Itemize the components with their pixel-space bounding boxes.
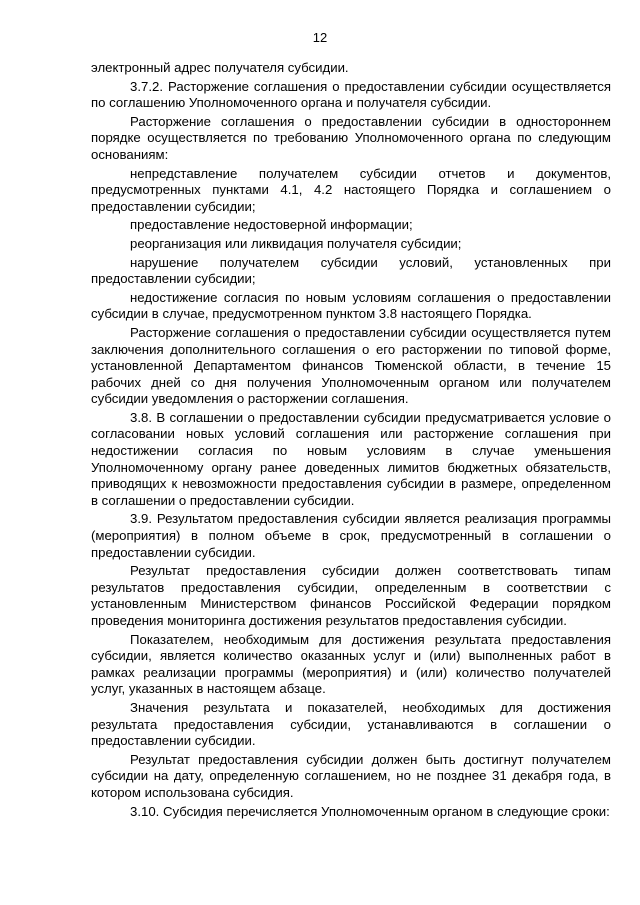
page-number: 12: [312, 30, 328, 45]
paragraph: 3.7.2. Расторжение соглашения о предоставлении субсидии осуществляется по соглашению Уполномоченного органа и получателя субсидии.: [91, 78, 611, 111]
list-item: предоставление недостоверной информации;: [130, 217, 413, 233]
paragraph: Расторжение соглашения о предоставлении субсидии в одностороннем порядке осуществляется по требованию Уполномоченного органа по следующим основаниям:: [91, 113, 611, 162]
paragraph: Результат предоставления субсидии должен соответствовать типам результатов предоставления субсидии, определенным в соответствии с установленным Министерством финансов Российской Федерации порядком проведения мониторинга достижения результатов предоставления субсидии.: [91, 563, 611, 628]
paragraph: Значения результата и показателей, необходимых для достижения результата предоставления субсидии, устанавливаются в соглашении о предоставлении субсидии.: [91, 699, 611, 749]
list-item: недостижение согласия по новым условиям соглашения о предоставлении субсидии в случае, предусмотренном пунктом 3.8 настоящего Порядка.: [91, 289, 611, 322]
paragraph: Расторжение соглашения о предоставлении субсидии осуществляется путем заключения дополнительного соглашения о его расторжении по типовой форме, установленной Департаментом финансов Тюменской области, в течение 15 рабочих дней со дня получения Уполномоченным органом или получателем субсидии уведомления о расторжении соглашения.: [91, 324, 611, 407]
paragraph: электронный адрес получателя субсидии.: [91, 60, 349, 75]
list-item: нарушение получателем субсидии условий, установленных при предоставлении субсидии;: [91, 254, 611, 287]
list-item: реорганизация или ликвидация получателя субсидии;: [130, 235, 462, 251]
paragraph: 3.9. Результатом предоставления субсидии является реализация программы (мероприятия) в полном объеме в срок, предусмотренный в соглашении о предоставлении субсидии.: [91, 511, 611, 560]
list-item: непредставление получателем субсидии отчетов и документов, предусмотренных пунктами 4.1, 4.2 настоящего Порядка и соглашением о предоставлении субсидии;: [91, 165, 611, 214]
paragraph: 3.10. Субсидия перечисляется Уполномоченным органом в следующие сроки:: [130, 803, 610, 819]
paragraph: Результат предоставления субсидии должен быть достигнут получателем субсидии на дату, определенную соглашением, но не позднее 31 декабря года, в котором использована субсидия.: [91, 751, 611, 800]
paragraph: Показателем, необходимым для достижения результата предоставления субсидии, является количество оказанных услуг и (или) выполненных работ в рамках реализации программы (мероприятия) и (или) количество получателей услуг, указанных в настоящем абзаце.: [91, 631, 611, 697]
paragraph: 3.8. В соглашении о предоставлении субсидии предусматривается условие о согласовании новых условий соглашения или расторжение соглашения при недостижении согласия по новым условиям в случае уменьшения Уполномоченному органу ранее доведенных лимитов бюджетных обязательств, приводящих к невозможности предоставления субсидии в размере, определенном в соглашении о предоставлении субсидии.: [91, 409, 611, 508]
document-body: [91, 60, 611, 822]
